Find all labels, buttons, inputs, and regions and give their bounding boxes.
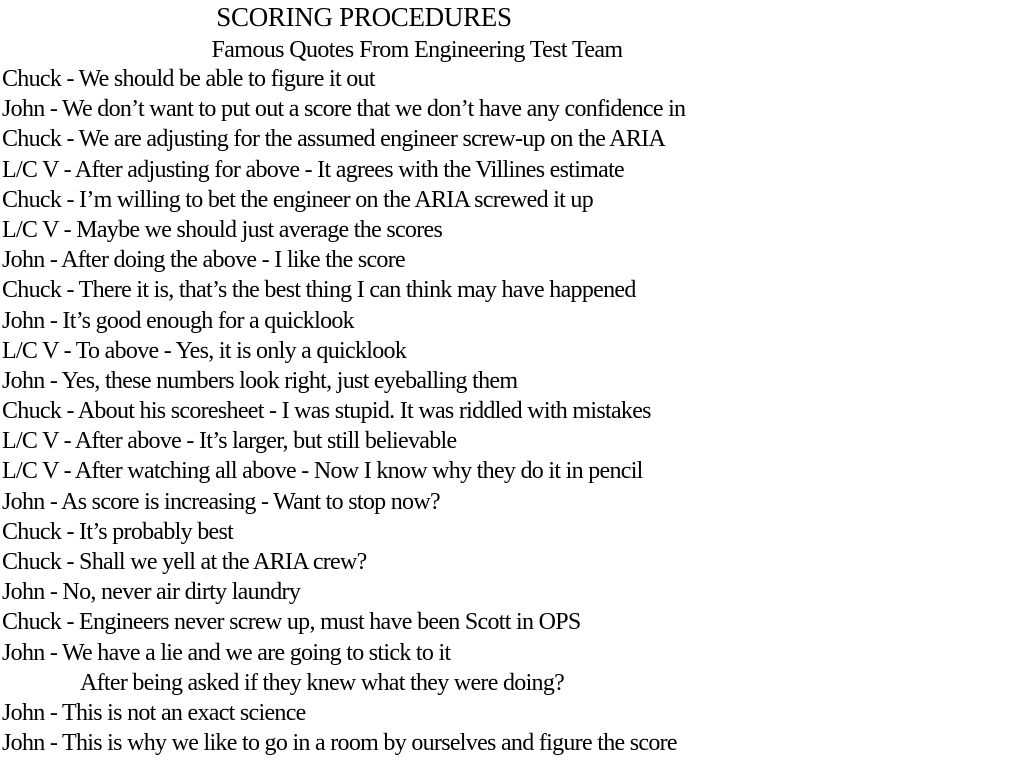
quote-line: John - We have a lie and we are going to stick to it [2, 639, 451, 666]
quote-line: Chuck - We are adjusting for the assumed engineer screw-up on the ARIA [2, 126, 666, 153]
quote-line: L/C V - Maybe we should just average the scores [2, 216, 443, 243]
quote-line: L/C V - After watching all above - Now I know why they do it in pencil [2, 458, 643, 485]
quote-line: Chuck - About his scoresheet - I was stupid. It was riddled with mistakes [2, 398, 651, 425]
quote-line: Chuck - There it is, that’s the best thing I can think may have happened [2, 277, 636, 304]
quote-line: John - No, never air dirty laundry [2, 579, 301, 606]
quote-line: John - This is not an exact science [2, 699, 306, 726]
quote-line: Chuck - I’m willing to bet the engineer on the ARIA screwed it up [2, 186, 594, 213]
quote-line: L/C V - To above - Yes, it is only a quicklook [2, 337, 407, 364]
quote-line: John - This is why we like to go in a room by ourselves and figure the score [2, 730, 677, 757]
quote-line: Chuck - It’s probably best [2, 518, 234, 545]
quote-line: Chuck - Shall we yell at the ARIA crew? [2, 549, 367, 575]
page-title: SCORING PROCEDURES [216, 2, 512, 32]
quote-line: John - After doing the above - I like the score [2, 247, 405, 274]
quote-context-line: After being asked if they knew what they were doing? [80, 669, 565, 696]
page-subtitle: Famous Quotes From Engineering Test Team [211, 37, 623, 63]
quote-list [0, 64, 685, 758]
quote-line: L/C V - After above - It’s larger, but still believable [2, 428, 457, 455]
quote-line: Chuck - Engineers never screw up, must have been Scott in OPS [2, 609, 581, 636]
quote-line: L/C V - After adjusting for above - It agrees with the Villines estimate [2, 156, 625, 183]
quote-line: Chuck - We should be able to figure it out [2, 66, 375, 92]
quote-line: John - It’s good enough for a quicklook [2, 307, 354, 334]
quote-line: John - Yes, these numbers look right, just eyeballing them [2, 367, 518, 394]
quote-line: John - As score is increasing - Want to stop now? [2, 488, 440, 515]
quote-line: John - We don’t want to put out a score that we don’t have any confidence in [2, 96, 686, 123]
